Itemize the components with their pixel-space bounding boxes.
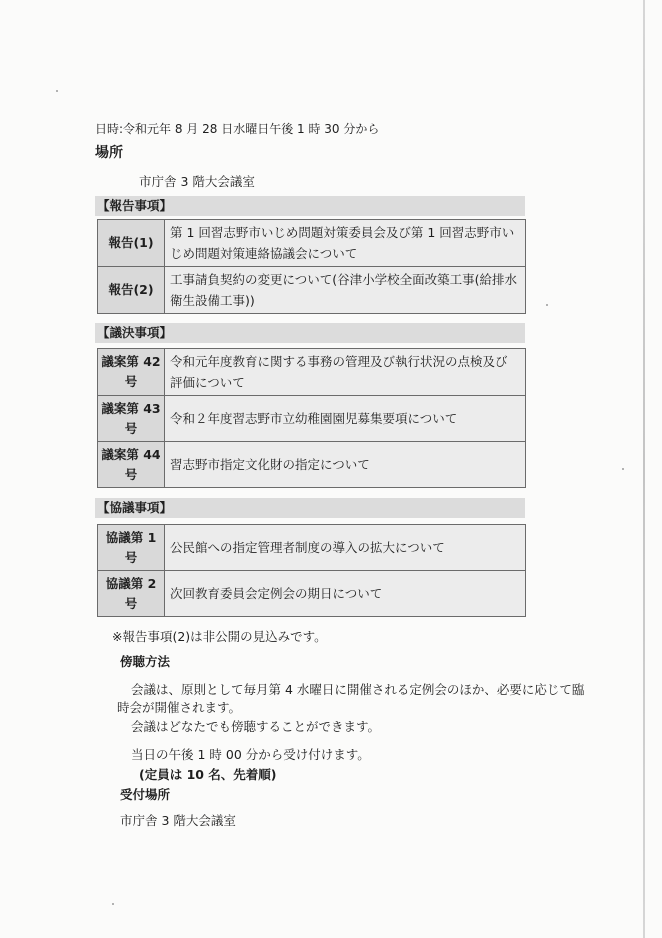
scan-speck (112, 903, 114, 905)
report-2-text: 工事請負契約の変更について(谷津小学校全面改築工事(給排水衛生設備工事)) (165, 267, 526, 314)
report-1-label: 報告(1) (98, 220, 165, 267)
reception-place: 市庁舎 3 階大会議室 (120, 813, 236, 828)
meeting-place: 市庁舎 3 階大会議室 (139, 174, 255, 189)
observation-heading: 傍聴方法 (120, 654, 171, 669)
page-edge-shadow (643, 0, 645, 938)
resolution-heading-text: 【議決事項】 (97, 325, 173, 340)
consult-1-text: 公民館への指定管理者制度の導入の拡大について (165, 525, 526, 571)
bill-42-text: 令和元年度教育に関する事務の管理及び執行状況の点検及び評価について (165, 349, 526, 396)
bill-42-label: 議案第 42 号 (98, 349, 165, 396)
report-section-heading (95, 196, 525, 216)
scan-speck (546, 304, 548, 306)
observation-paragraph-1a: 会議は、原則として毎月第 4 水曜日に開催される定例会のほか、必要に応じて臨 (131, 682, 585, 697)
observation-paragraph-2: 会議はどなたでも傍聴することができます。 (131, 719, 381, 734)
place-heading: 場所 (95, 145, 123, 161)
consult-2-label: 協議第 2 号 (98, 571, 165, 617)
resolution-section-heading (95, 323, 525, 343)
consult-2-text: 次回教育委員会定例会の期日について (165, 571, 526, 617)
report-1-text: 第 1 回習志野市いじめ問題対策委員会及び第 1 回習志野市いじめ問題対策連絡協議会について (165, 220, 526, 267)
capacity-note: (定員は 10 名、先着順) (139, 767, 277, 782)
consultation-table (97, 524, 526, 617)
non-public-note: ※報告事項(2)は非公開の見込みです。 (112, 629, 327, 644)
table-row (98, 442, 526, 488)
consultation-section-heading (95, 498, 525, 518)
table-row (98, 396, 526, 442)
table-row (98, 525, 526, 571)
report-table (97, 219, 526, 314)
bill-44-label: 議案第 44 号 (98, 442, 165, 488)
bill-43-text: 令和２年度習志野市立幼稚園園児募集要項について (165, 396, 526, 442)
table-row (98, 267, 526, 314)
reception-time: 当日の午後 1 時 00 分から受け付けます。 (131, 747, 370, 762)
scan-speck (56, 90, 58, 92)
scan-speck (622, 468, 624, 470)
report-2-label: 報告(2) (98, 267, 165, 314)
table-row (98, 349, 526, 396)
bill-43-label: 議案第 43 号 (98, 396, 165, 442)
consult-1-label: 協議第 1 号 (98, 525, 165, 571)
observation-paragraph-1b: 時会が開催されます。 (117, 700, 242, 715)
table-row (98, 220, 526, 267)
resolution-table (97, 348, 526, 488)
table-row (98, 571, 526, 617)
reception-heading: 受付場所 (120, 787, 171, 802)
report-heading-text: 【報告事項】 (97, 198, 173, 213)
bill-44-text: 習志野市指定文化財の指定について (165, 442, 526, 488)
meeting-datetime: 日時:令和元年 8 月 28 日水曜日午後 1 時 30 分から (95, 122, 380, 136)
consultation-heading-text: 【協議事項】 (97, 500, 173, 515)
